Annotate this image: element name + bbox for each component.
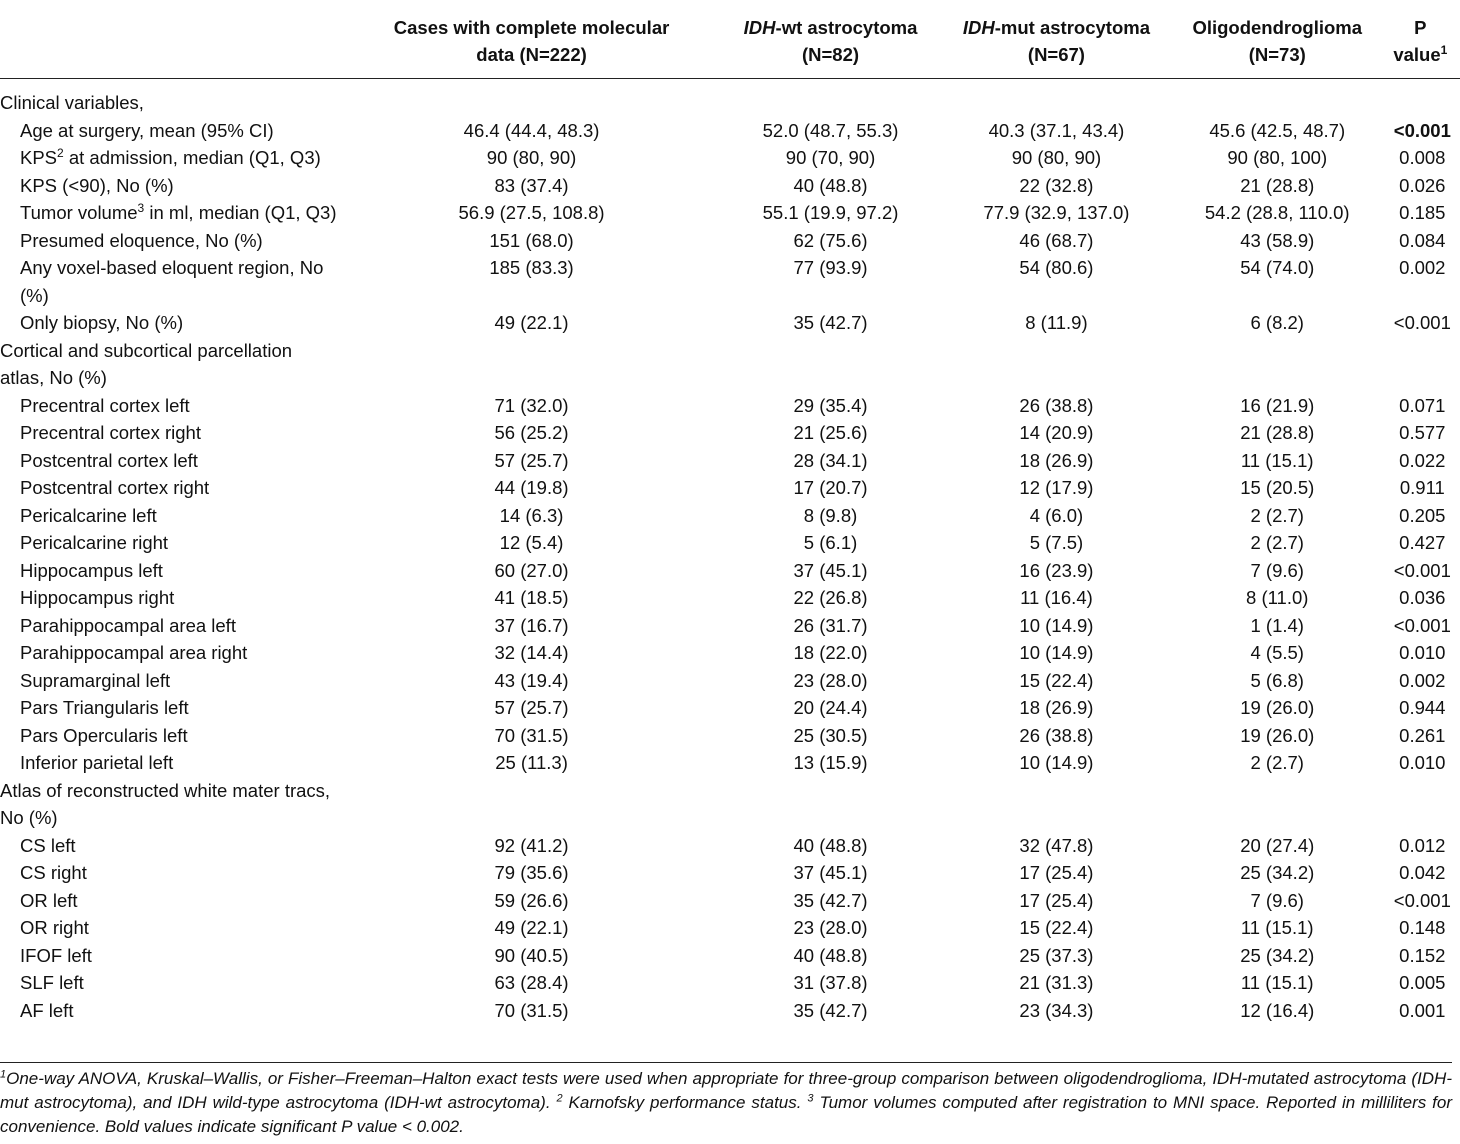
header-oligo [1174,0,1381,79]
empty-cell [722,337,939,392]
value-oligo: 90 (80, 100) [1227,147,1328,168]
p-value: <0.001 [1393,119,1451,141]
empty-cell [939,337,1174,392]
value-all: 46.4 (44.4, 48.3) [463,119,600,141]
row-label-text-rest: in ml, median (Q1, Q3) [144,202,337,223]
table-row [0,694,1460,722]
empty-cell [939,79,1174,117]
p-value: 0.012 [1399,834,1446,856]
row-label: CS right [20,862,87,883]
table-row [0,419,1460,447]
row-label: OR right [20,917,89,938]
empty-cell [341,337,722,392]
header-p-sup: 1 [1440,42,1448,57]
empty-cell [939,777,1174,832]
p-value: 0.148 [1399,917,1446,938]
value-idh-wt: 13 (15.9) [793,752,868,773]
value-idh-wt: 52.0 (48.7, 55.3) [762,119,899,141]
value-all: 60 (27.0) [494,559,569,581]
value-idh-wt: 37 (45.1) [793,862,868,883]
value-idh-wt: 23 (28.0) [793,669,868,691]
value-oligo: 15 (20.5) [1240,477,1315,498]
value-all: 185 (83.3) [489,257,574,278]
value-idh-wt: 18 (22.0) [793,642,868,663]
value-all: 41 (18.5) [494,587,569,608]
p-value: 0.261 [1399,724,1446,746]
value-idh-wt: 23 (28.0) [793,917,868,938]
row-label: Hippocampus left [20,559,163,581]
value-all: 56.9 (27.5, 108.8) [458,202,605,223]
section-row [0,337,1460,392]
value-idh-wt: 25 (30.5) [793,724,868,746]
p-value: 0.010 [1399,642,1446,663]
value-oligo: 8 (11.0) [1246,587,1309,608]
p-value: 0.042 [1399,862,1446,883]
table-row [0,887,1460,915]
row-label: Parahippocampal area left [20,614,236,636]
value-idh-wt: 90 (70, 90) [785,147,876,168]
footnote-sup-2: 2 [556,1092,563,1105]
value-idh-wt: 62 (75.6) [793,229,868,251]
value-oligo: 43 (58.9) [1240,229,1315,251]
value-idh-wt: 37 (45.1) [793,559,868,581]
row-label [0,144,341,172]
value-oligo: 7 (9.6) [1250,559,1304,581]
value-all: 57 (25.7) [494,449,569,471]
header-all-line1: Cases with complete molecular [393,17,670,38]
value-idh-wt: 35 (42.7) [793,999,868,1021]
p-value: 0.002 [1399,257,1446,278]
p-value: 0.001 [1399,999,1446,1021]
value-all: 43 (19.4) [494,669,569,691]
value-all: 92 (41.2) [494,834,569,856]
p-value: 0.205 [1399,504,1446,526]
table-row [0,584,1460,612]
header-row [0,0,1460,79]
value-oligo: 21 (28.8) [1240,174,1315,196]
empty-cell [722,777,939,832]
row-label: Pericalcarine right [20,532,169,553]
p-value: 0.002 [1399,669,1446,691]
value-oligo: 25 (34.2) [1240,862,1315,883]
section-label: Clinical variables, [0,92,144,113]
value-all: 12 (5.4) [499,532,564,553]
p-value: <0.001 [1393,312,1451,333]
table-row [0,722,1460,750]
empty-cell [1381,337,1460,392]
row-label: Age at surgery, mean (95% CI) [20,119,274,141]
value-idh-mut: 17 (25.4) [1019,862,1094,883]
header-mut-idh: IDH [962,17,995,38]
table-row [0,612,1460,640]
header-all-line2: data (N=222) [476,44,587,65]
value-idh-mut: 25 (37.3) [1019,944,1094,966]
value-idh-mut: 5 (7.5) [1029,532,1084,553]
p-value: 0.008 [1399,147,1446,168]
value-all: 90 (80, 90) [486,147,577,168]
value-oligo: 5 (6.8) [1250,669,1304,691]
p-value: 0.005 [1399,972,1446,993]
value-oligo: 12 (16.4) [1240,999,1315,1021]
p-value: 0.577 [1399,422,1446,443]
footnote-text-3: Tumor volumes computed after registration to MNI space. Reported in milliliters for convenience. Bold values indicate significant P value < 0.002. [0,1093,1453,1136]
value-idh-mut: 46 (68.7) [1019,229,1094,251]
value-idh-wt: 29 (35.4) [793,394,868,416]
empty-cell [341,79,722,117]
table-row [0,969,1460,997]
value-idh-wt: 20 (24.4) [793,697,868,718]
value-oligo: 45.6 (42.5, 48.7) [1209,119,1346,141]
row-label-text: KPS [20,147,58,168]
table-row [0,667,1460,695]
row-label: AF left [20,999,74,1021]
row-label-text-rest: at admission, median (Q1, Q3) [63,147,321,168]
row-label: Parahippocampal area right [20,642,248,663]
p-value: 0.944 [1399,697,1446,718]
header-p-line1: P [1414,17,1427,38]
row-label: Precentral cortex left [20,394,190,416]
table-row [0,144,1460,172]
empty-cell [1381,79,1460,117]
value-all: 57 (25.7) [494,697,569,718]
value-idh-wt: 35 (42.7) [793,889,868,911]
table-row [0,859,1460,887]
value-oligo: 54.2 (28.8, 110.0) [1204,202,1350,223]
value-idh-wt: 31 (37.8) [793,972,868,993]
value-all: 70 (31.5) [494,999,569,1021]
value-oligo: 19 (26.0) [1240,724,1315,746]
value-idh-mut: 23 (34.3) [1019,999,1094,1021]
value-oligo: 20 (27.4) [1240,834,1315,856]
table-row [0,199,1460,227]
row-label: Pars Triangularis left [20,697,189,718]
row-label: Any voxel-based eloquent region, No (%) [20,257,324,306]
value-idh-wt: 55.1 (19.9, 97.2) [762,202,899,223]
table-row [0,117,1460,145]
row-label: Postcentral cortex left [20,449,198,471]
value-idh-wt: 5 (6.1) [803,532,858,553]
p-value: 0.185 [1399,202,1446,223]
row-label: KPS (<90), No (%) [20,174,174,196]
value-oligo: 1 (1.4) [1250,614,1304,636]
header-wt-rest: -wt astrocytoma [775,17,918,38]
header-mut-rest: -mut astrocytoma [994,17,1150,38]
row-label: Hippocampus right [20,587,175,608]
value-idh-mut: 15 (22.4) [1019,669,1094,691]
header-p-line2: value [1393,44,1441,65]
value-idh-mut: 18 (26.9) [1019,449,1094,471]
value-all: 71 (32.0) [494,394,569,416]
table-row [0,529,1460,557]
footnote [0,1062,1452,1139]
value-oligo: 54 (74.0) [1240,257,1315,278]
table-row [0,639,1460,667]
header-oligo-n: (N=73) [1248,44,1306,65]
section-label: Cortical and subcortical parcellation atlas, No (%) [0,339,293,388]
value-all: 14 (6.3) [499,504,564,526]
table-row [0,997,1460,1031]
value-idh-mut: 10 (14.9) [1019,752,1094,773]
p-value: 0.911 [1399,477,1445,498]
row-label: Only biopsy, No (%) [20,312,184,333]
row-label: Inferior parietal left [20,752,174,773]
value-idh-mut: 21 (31.3) [1019,972,1094,993]
value-idh-mut: 16 (23.9) [1019,559,1094,581]
row-label: Presumed eloquence, No (%) [20,229,263,251]
p-value: 0.026 [1399,174,1446,196]
value-idh-wt: 40 (48.8) [793,944,868,966]
value-all: 70 (31.5) [494,724,569,746]
value-idh-mut: 54 (80.6) [1019,257,1094,278]
table-row [0,749,1460,777]
empty-cell [1381,777,1460,832]
value-all: 25 (11.3) [495,752,568,773]
p-value: 0.071 [1399,394,1446,416]
empty-cell [1174,337,1381,392]
row-label-sup: 3 [137,200,145,215]
row-label: SLF left [20,972,84,993]
section-label: Atlas of reconstructed white mater tracs, No (%) [0,779,331,828]
value-all: 49 (22.1) [494,312,569,333]
section-row [0,777,1460,832]
table-row [0,254,1460,309]
value-oligo: 21 (28.8) [1240,422,1315,443]
value-idh-mut: 8 (11.9) [1025,312,1088,333]
section-row [0,79,1460,117]
table-row [0,309,1460,337]
value-all: 151 (68.0) [489,229,574,251]
value-idh-mut: 40.3 (37.1, 43.4) [988,119,1125,141]
row-label: OR left [20,889,78,911]
table-row [0,832,1460,860]
value-idh-wt: 22 (26.8) [793,587,868,608]
table-row [0,227,1460,255]
header-label [0,0,341,79]
value-all: 63 (28.4) [494,972,569,993]
value-idh-mut: 10 (14.9) [1019,642,1094,663]
value-all: 32 (14.4) [494,642,569,663]
header-wt-idh: IDH [743,17,776,38]
empty-cell [341,777,722,832]
value-all: 37 (16.7) [494,614,569,636]
value-oligo: 4 (5.5) [1250,642,1304,663]
p-value: 0.427 [1399,532,1446,553]
table-row [0,942,1460,970]
header-all-cases [341,0,722,79]
table-row [0,392,1460,420]
header-oligo-name: Oligodendroglioma [1192,17,1363,38]
header-wt-n: (N=82) [801,44,860,65]
p-value: 0.022 [1399,449,1446,471]
value-oligo: 19 (26.0) [1240,697,1315,718]
header-idh-wt [722,0,939,79]
value-all: 59 (26.6) [494,889,569,911]
value-oligo: 7 (9.6) [1250,889,1304,911]
row-label-sup: 2 [57,145,64,160]
value-idh-wt: 40 (48.8) [793,174,868,196]
value-oligo: 16 (21.9) [1240,394,1315,416]
footnote-text-2: Karnofsky performance status. [568,1093,802,1112]
value-idh-mut: 26 (38.8) [1019,724,1094,746]
p-value: 0.010 [1399,752,1446,773]
table-row [0,557,1460,585]
footnote-text-1: One-way ANOVA, Kruskal–Wallis, or Fisher–Freeman–Halton exact tests were used when appropriate for three-group comparison between oligodendroglioma, IDH-mutated astrocytoma (IDH-mut astrocytoma), and IDH wild-type astrocytoma (IDH-wt astrocytoma). [0,1069,1452,1112]
p-value: <0.001 [1393,614,1451,636]
footnote-sup-3: 3 [807,1092,814,1105]
value-idh-mut: 11 (16.4) [1020,587,1093,608]
value-idh-mut: 18 (26.9) [1019,697,1094,718]
value-oligo: 25 (34.2) [1240,944,1315,966]
value-oligo: 6 (8.2) [1250,312,1304,333]
row-label: Supramarginal left [20,669,171,691]
value-idh-wt: 77 (93.9) [793,257,868,278]
row-label: Postcentral cortex right [20,477,210,498]
footnote-sup-1: 1 [0,1068,7,1081]
value-idh-mut: 15 (22.4) [1019,917,1094,938]
value-all: 83 (37.4) [494,174,569,196]
value-all: 44 (19.8) [494,477,569,498]
row-label: Pericalcarine left [20,504,157,526]
value-idh-mut: 77.9 (32.9, 137.0) [983,202,1130,223]
value-idh-wt: 40 (48.8) [793,834,868,856]
value-oligo: 2 (2.7) [1250,532,1304,553]
value-idh-mut: 90 (80, 90) [1011,147,1102,168]
value-oligo: 11 (15.1) [1240,972,1314,993]
value-oligo: 11 (15.1) [1240,917,1314,938]
value-all: 56 (25.2) [494,422,569,443]
value-idh-mut: 17 (25.4) [1019,889,1094,911]
table-row [0,172,1460,200]
row-label [0,199,341,227]
header-p-value [1381,0,1460,79]
row-label: CS left [20,834,76,856]
value-idh-mut: 4 (6.0) [1029,504,1084,526]
value-idh-wt: 8 (9.8) [803,504,858,526]
empty-cell [1174,777,1381,832]
value-oligo: 2 (2.7) [1250,752,1304,773]
value-all: 79 (35.6) [494,862,569,883]
table-row [0,447,1460,475]
empty-cell [1174,79,1381,117]
empty-cell [722,79,939,117]
table-row [0,914,1460,942]
value-idh-wt: 28 (34.1) [793,449,868,471]
value-idh-wt: 17 (20.7) [793,477,868,498]
value-idh-mut: 26 (38.8) [1019,394,1094,416]
value-idh-mut: 10 (14.9) [1019,614,1094,636]
value-idh-mut: 14 (20.9) [1019,422,1094,443]
row-label: Pars Opercularis left [20,724,188,746]
row-label: IFOF left [20,944,92,966]
value-oligo: 11 (15.1) [1240,449,1314,471]
p-value: 0.036 [1399,587,1446,608]
table-row [0,502,1460,530]
value-idh-mut: 12 (17.9) [1019,477,1094,498]
value-all: 49 (22.1) [494,917,569,938]
p-value: <0.001 [1393,559,1451,581]
value-idh-mut: 22 (32.8) [1019,174,1094,196]
row-label: Precentral cortex right [20,422,201,443]
value-oligo: 2 (2.7) [1250,504,1304,526]
value-idh-wt: 26 (31.7) [793,614,868,636]
value-all: 90 (40.5) [494,944,569,966]
row-label-text: Tumor volume [20,202,138,223]
table-body [0,79,1460,1031]
value-idh-mut: 32 (47.8) [1019,834,1094,856]
header-idh-mut [939,0,1174,79]
table-row [0,474,1460,502]
header-mut-n: (N=67) [1027,44,1085,65]
p-value: 0.152 [1399,944,1446,966]
p-value: 0.084 [1399,229,1446,251]
p-value: <0.001 [1393,889,1451,911]
value-idh-wt: 21 (25.6) [793,422,868,443]
value-idh-wt: 35 (42.7) [793,312,868,333]
